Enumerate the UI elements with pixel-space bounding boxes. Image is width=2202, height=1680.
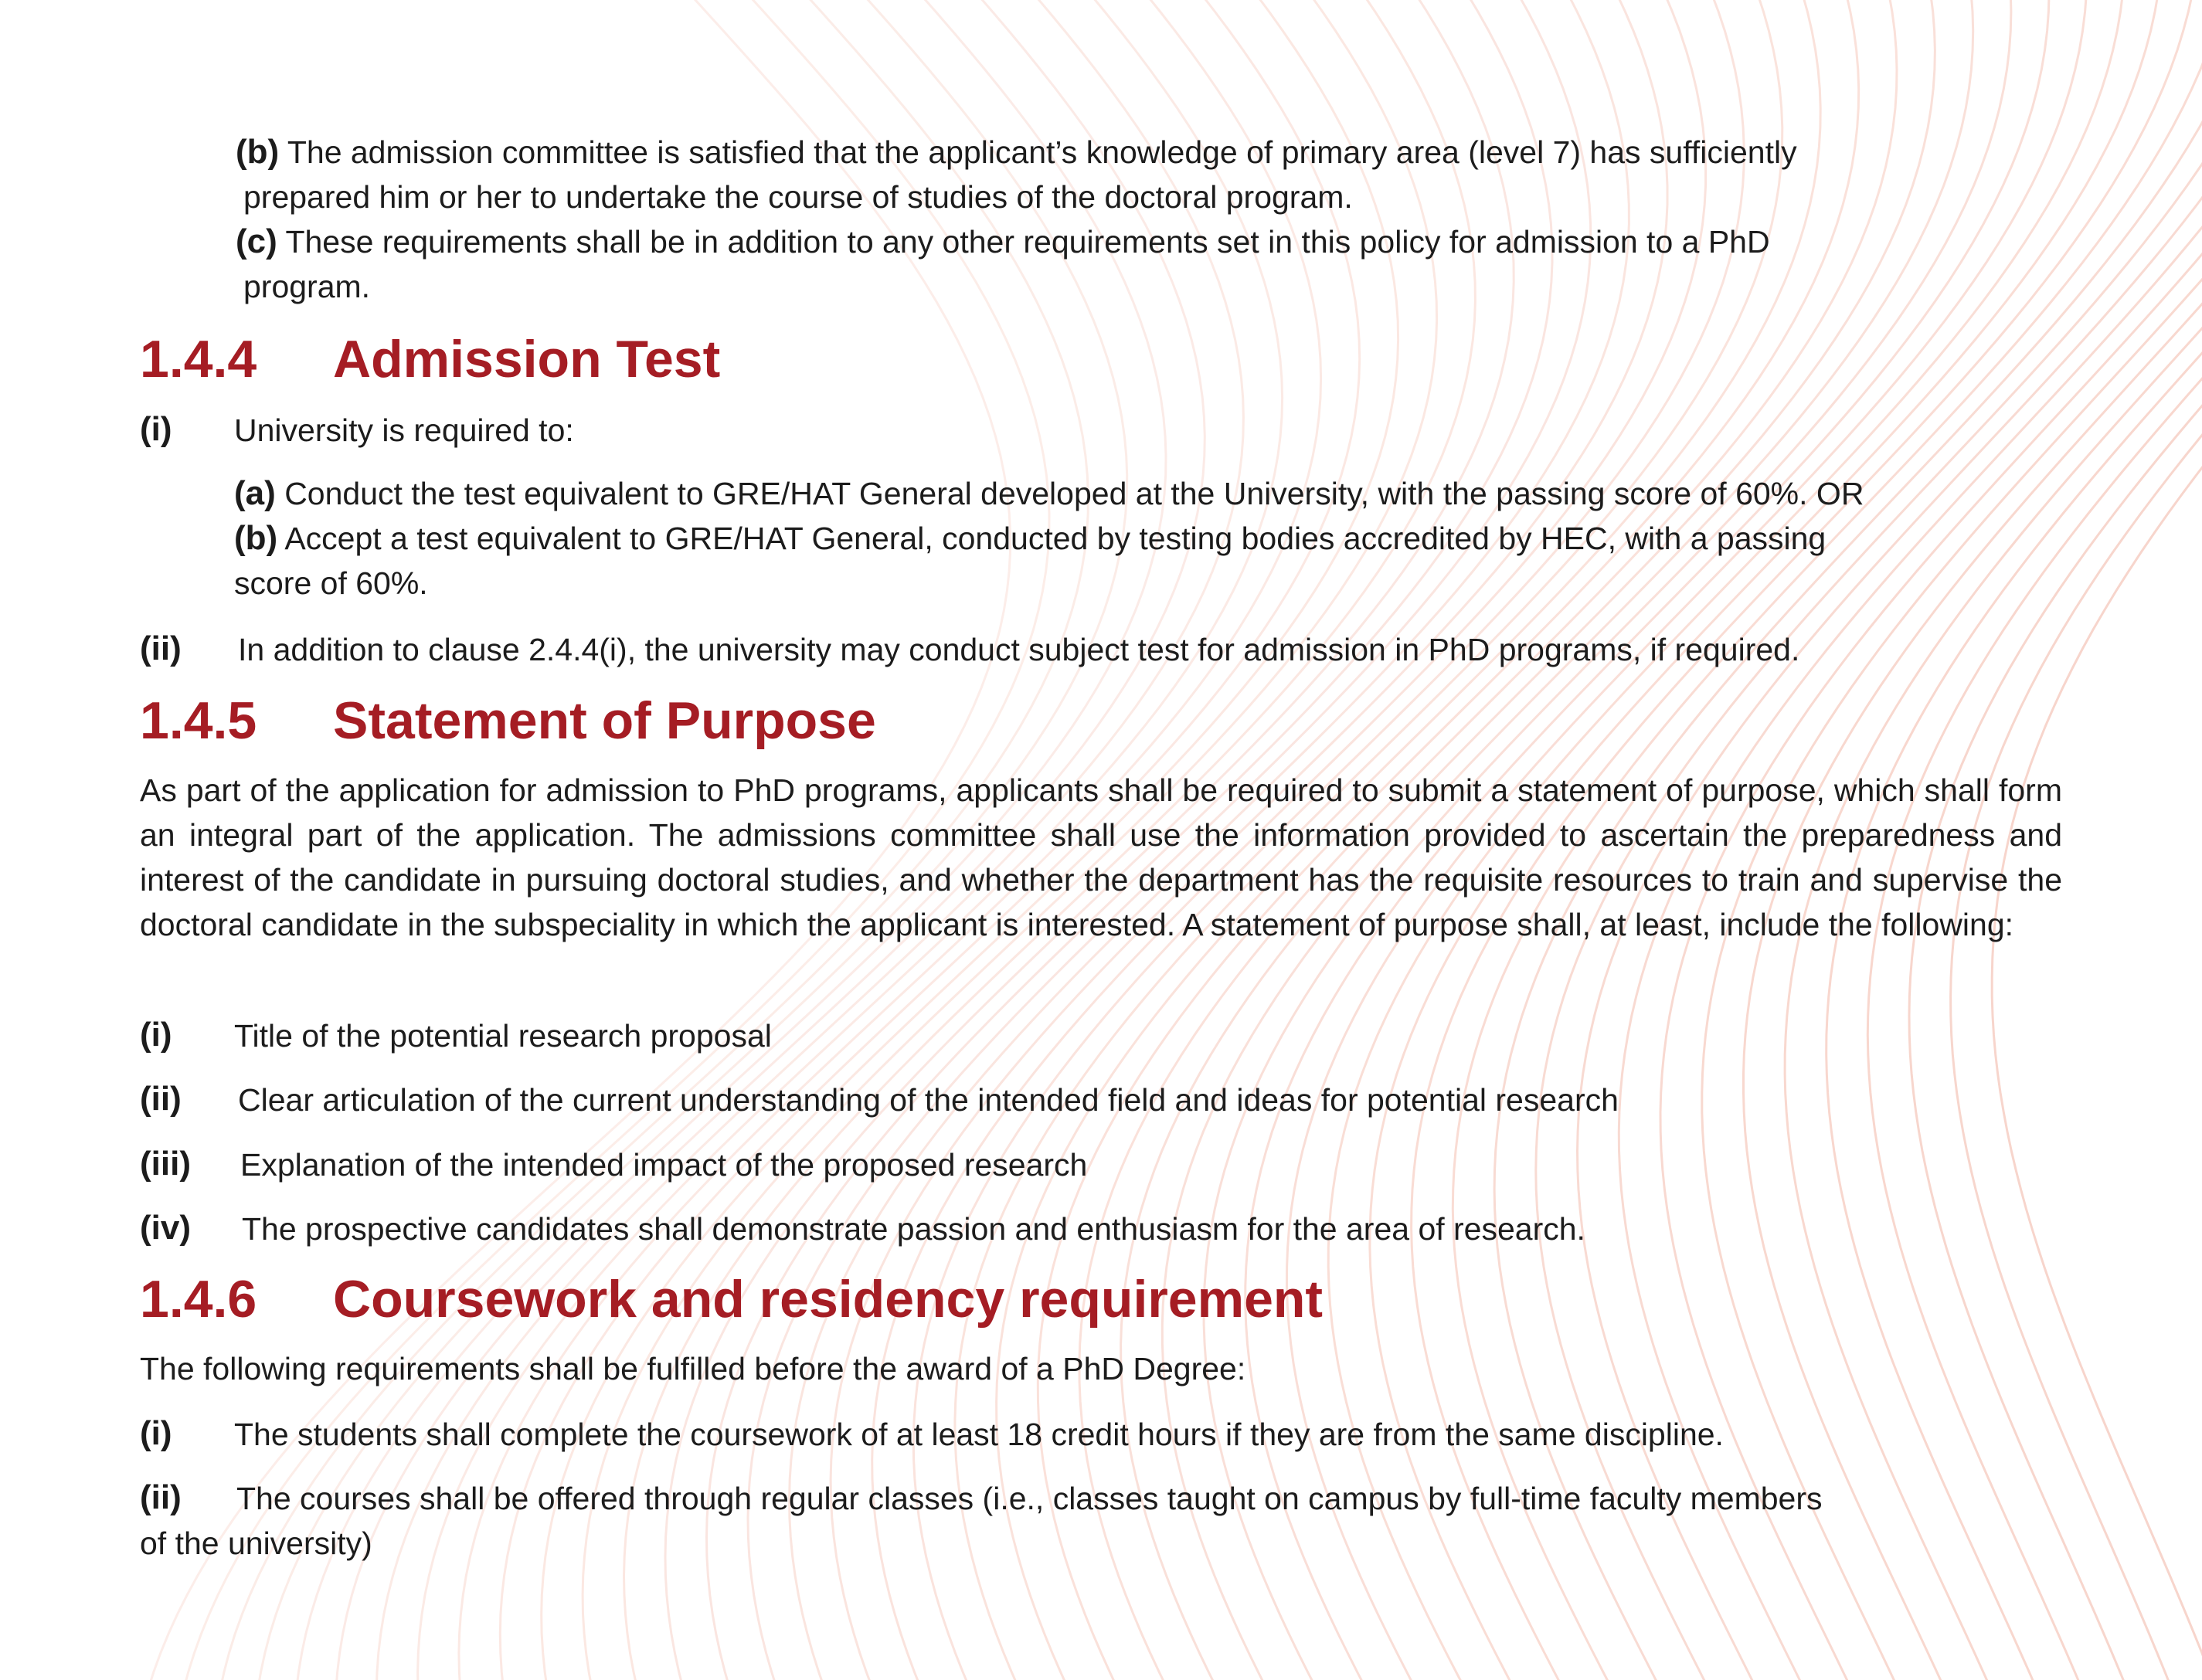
section-heading-1-4-6: [140, 1268, 1685, 1330]
list-marker: (i): [140, 1414, 172, 1452]
list-item-text: University is required to:: [234, 412, 574, 448]
list-item-text: Clear articulation of the current understanding of the intended field and ideas for potential research: [238, 1082, 1619, 1118]
section-heading-1-4-5: [140, 690, 1222, 752]
sub-item-c-continuation: program.: [243, 269, 371, 304]
sub-item-label: (b): [234, 519, 278, 557]
list-item-text: The prospective candidates shall demonstrate passion and enthusiasm for the area of research.: [242, 1211, 1585, 1247]
sub-item-b-continuation: prepared him or her to undertake the course of studies of the doctoral program.: [243, 179, 1353, 215]
list-item-text: The students shall complete the coursework of at least 18 credit hours if they are from the same discipline.: [234, 1417, 1724, 1452]
sub-item-c-top: [236, 219, 1770, 264]
list-item-text: Title of the potential research proposal: [234, 1018, 772, 1054]
sub-item-a: [234, 471, 1864, 516]
sub-item-text: The admission committee is satisfied that the applicant’s knowledge of primary area (level 7) has sufficiently: [287, 134, 1797, 170]
statement-of-purpose-paragraph: As part of the application for admission to PhD programs, applicants shall be required to submit a statement of purpose, which shall form an integral part of the application. The admissions committee shall use the information provided to ascertain the preparedness and interest of the candidate in pursuing doctoral studies, and whether the department has the requisite resources to train and supervise the doctoral candidate in the subspeciality in which the applicant is interested. A statement of purpose shall, at least, include the following:: [140, 772, 2062, 942]
sub-item-label: (a): [234, 474, 276, 512]
sub-item-label: (b): [236, 133, 280, 171]
section-intro: The following requirements shall be fulfilled before the award of a PhD Degree:: [140, 1351, 1246, 1386]
list-marker: (ii): [140, 630, 182, 667]
section-number: 1.4.6: [140, 1270, 257, 1329]
list-item-text: Explanation of the intended impact of the proposed research: [240, 1147, 1088, 1183]
list-marker: (i): [140, 410, 172, 448]
sub-item-text: These requirements shall be in addition to any other requirements set in this policy for admission to a PhD: [285, 224, 1770, 260]
list-marker: (iii): [140, 1145, 191, 1183]
section-number: 1.4.4: [140, 330, 257, 389]
sub-item-text: Conduct the test equivalent to GRE/HAT General developed at the University, with the passing score of 60%. OR: [284, 476, 1864, 511]
sub-item-b-top: [236, 130, 1797, 175]
sub-item-text: Accept a test equivalent to GRE/HAT General, conducted by testing bodies accredited by HEC, with a passing: [284, 521, 1827, 556]
list-marker: (ii): [140, 1478, 182, 1516]
list-marker: (i): [140, 1016, 172, 1054]
sub-item-b: [234, 516, 1826, 561]
section-heading-1-4-4: [140, 328, 1067, 390]
section-title: Coursework and residency requirement: [333, 1270, 1324, 1329]
sub-item-label: (c): [236, 222, 277, 260]
list-item-text: In addition to clause 2.4.4(i), the university may conduct subject test for admission in PhD programs, if required.: [238, 632, 1800, 667]
section-title: Admission Test: [333, 330, 721, 389]
list-marker: (ii): [140, 1080, 182, 1118]
section-title: Statement of Purpose: [333, 691, 876, 750]
sub-item-b-continuation: score of 60%.: [234, 565, 428, 601]
list-item-text: The courses shall be offered through regular classes (i.e., classes taught on campus by full-time faculty members: [236, 1481, 1823, 1516]
list-item-continuation: of the university): [140, 1526, 372, 1561]
list-marker: (iv): [140, 1209, 191, 1247]
section-number: 1.4.5: [140, 691, 257, 750]
